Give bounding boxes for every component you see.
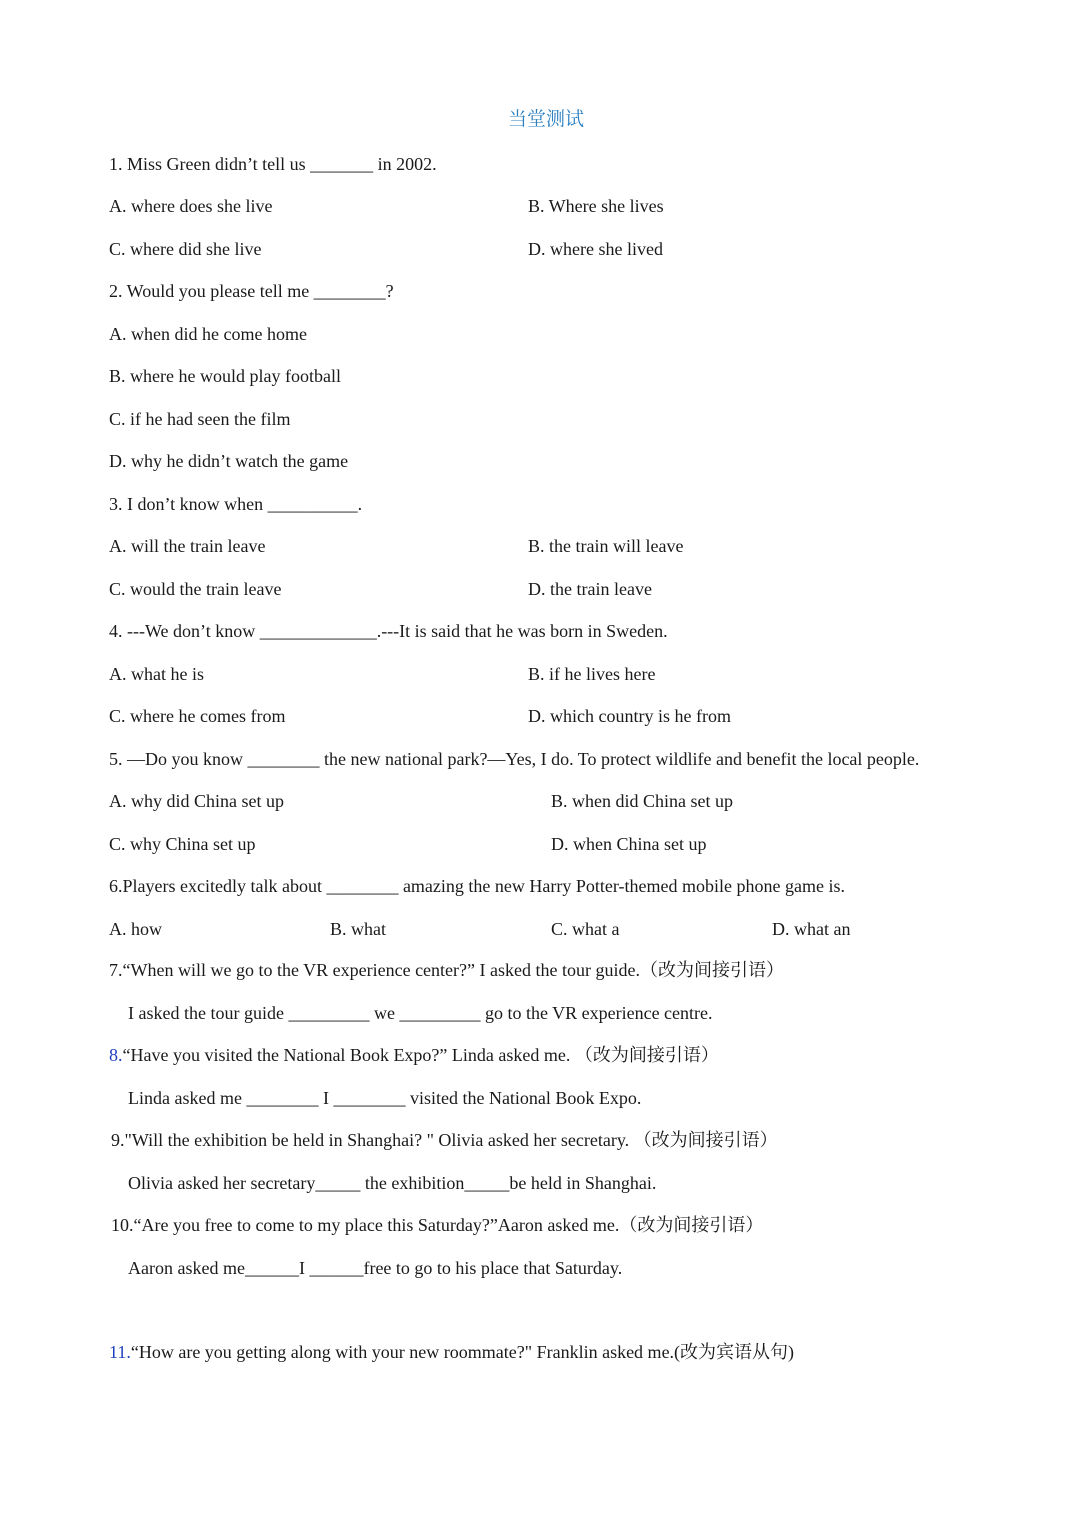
q3-option-a: A. will the train leave: [109, 536, 266, 556]
q2-option-c: C. if he had seen the film: [109, 409, 291, 429]
q1-stem: 1. Miss Green didn’t tell us _______ in 2002.: [109, 154, 437, 174]
q9-stem: 9."Will the exhibition be held in Shanghai? " Olivia asked her secretary. （改为间接引语）: [111, 1130, 778, 1150]
q2-option-d: D. why he didn’t watch the game: [109, 451, 349, 471]
q11-stem: [109, 1341, 794, 1363]
q9-answer: Olivia asked her secretary_____ the exhibition_____be held in Shanghai.: [128, 1173, 657, 1193]
q4-option-c: C. where he comes from: [109, 706, 286, 726]
q1-option-a: A. where does she live: [109, 196, 273, 216]
q5-option-c: C. why China set up: [109, 834, 256, 854]
q1-option-b: B. Where she lives: [528, 196, 664, 216]
q3-option-d: D. the train leave: [528, 579, 652, 599]
q8-text: “Have you visited the National Book Expo?” Linda asked me. （改为间接引语）: [122, 1045, 719, 1065]
q8-number: 8.: [109, 1045, 123, 1065]
q6-option-b: B. what: [330, 919, 386, 939]
q11-text: “How are you getting along with your new roommate?" Franklin asked me.(改为宾语从句): [130, 1342, 795, 1362]
q5-option-d: D. when China set up: [551, 834, 707, 854]
q7-stem: 7.“When will we go to the VR experience center?” I asked the tour guide.（改为间接引语）: [109, 960, 784, 980]
q5-option-a: A. why did China set up: [109, 791, 284, 811]
q3-stem: 3. I don’t know when __________.: [109, 494, 363, 514]
q3-option-b: B. the train will leave: [528, 536, 684, 556]
q5-stem: 5. —Do you know ________ the new national park?—Yes, I do. To protect wildlife and benefit the local people.: [109, 749, 920, 769]
q5-option-b: B. when did China set up: [551, 791, 733, 811]
q1-option-c: C. where did she live: [109, 239, 262, 259]
q2-stem: 2. Would you please tell me ________?: [109, 281, 394, 301]
q2-option-a: A. when did he come home: [109, 324, 307, 344]
q4-stem: 4. ---We don’t know _____________.---It is said that he was born in Sweden.: [109, 621, 668, 641]
q6-option-c: C. what a: [551, 919, 620, 939]
q4-option-a: A. what he is: [109, 664, 204, 684]
q6-option-a: A. how: [109, 919, 162, 939]
q6-option-d: D. what an: [772, 919, 851, 939]
q1-option-d: D. where she lived: [528, 239, 663, 259]
q4-option-b: B. if he lives here: [528, 664, 656, 684]
q7-answer: I asked the tour guide _________ we _________ go to the VR experience centre.: [128, 1003, 713, 1023]
q10-stem: 10.“Are you free to come to my place this Saturday?”Aaron asked me.（改为间接引语）: [111, 1215, 764, 1235]
q11-number: 11.: [109, 1342, 131, 1362]
q4-option-d: D. which country is he from: [528, 706, 731, 726]
q3-option-c: C. would the train leave: [109, 579, 282, 599]
q8-stem: [109, 1044, 719, 1066]
q10-answer: Aaron asked me______I ______free to go to his place that Saturday.: [128, 1258, 623, 1278]
q8-answer: Linda asked me ________ I ________ visited the National Book Expo.: [128, 1088, 642, 1108]
page-title: 当堂测试: [507, 109, 584, 130]
q6-stem: 6.Players excitedly talk about ________ amazing the new Harry Potter-themed mobile phone game is.: [109, 876, 845, 896]
q2-option-b: B. where he would play football: [109, 366, 341, 386]
